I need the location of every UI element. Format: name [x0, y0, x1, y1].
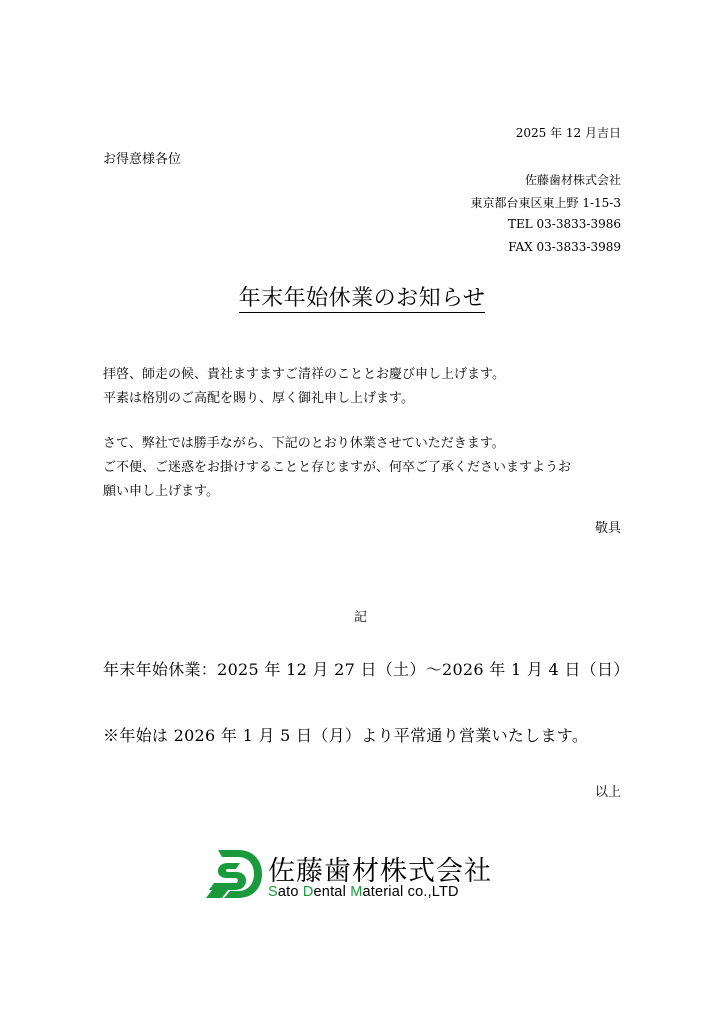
notice-title: [0, 281, 724, 312]
ki-heading: 記: [354, 610, 368, 625]
logo-en-m: M: [350, 884, 363, 900]
closing-keigu: 敬具: [594, 521, 621, 536]
end-ijou: 以上: [594, 785, 621, 800]
logo-en-aterial: aterial co.,LTD: [362, 884, 459, 900]
sender-fax: FAX 03-3833-3989: [508, 240, 621, 254]
body-paragraph-2-line-2: ご不便、ご迷惑をお掛けすることと存じますが、何卒ご了承くださいますようお: [103, 460, 572, 475]
sd-monogram-logo-icon: [204, 846, 266, 902]
logo-en-ental: ental: [313, 884, 351, 900]
logo-en-s: S: [268, 884, 278, 900]
logo-en-ato: ato: [277, 884, 303, 900]
recipient: お得意様各位: [103, 152, 182, 167]
sender-company: 佐藤歯材株式会社: [524, 173, 621, 187]
logo-en-d: D: [302, 884, 314, 900]
sender-tel: TEL 03-3833-3986: [507, 217, 621, 231]
logo-company-name-jp: 佐藤歯材株式会社: [268, 856, 492, 887]
logo-company-name-en: [268, 884, 459, 900]
notice-title-text: 年末年始休業のお知らせ: [238, 286, 486, 311]
sender-address: 東京都台東区東上野 1-15-3: [470, 196, 621, 210]
body-paragraph-1-line-1: 拝啓、師走の候、貴社ますますご清祥のこととお慶び申し上げます。: [103, 367, 505, 382]
body-paragraph-2-line-1: さて、弊社では勝手ながら、下記のとおり休業させていただきます。: [103, 436, 505, 451]
body-paragraph-2-line-3: 願い申し上げます。: [103, 484, 219, 499]
holiday-schedule: 年末年始休業：2025 年 12 月 27 日（土）～2026 年 1 月 4 日（日）: [103, 660, 630, 679]
company-logo: [204, 846, 504, 906]
notice-date: 2025 年 12 月吉日: [515, 126, 621, 140]
body-paragraph-1-line-2: 平素は格別のご高配を賜り、厚く御礼申し上げます。: [103, 391, 414, 406]
resume-notice: ※年始は 2026 年 1 月 5 日（月）より平常通り営業いたします。: [103, 726, 589, 745]
